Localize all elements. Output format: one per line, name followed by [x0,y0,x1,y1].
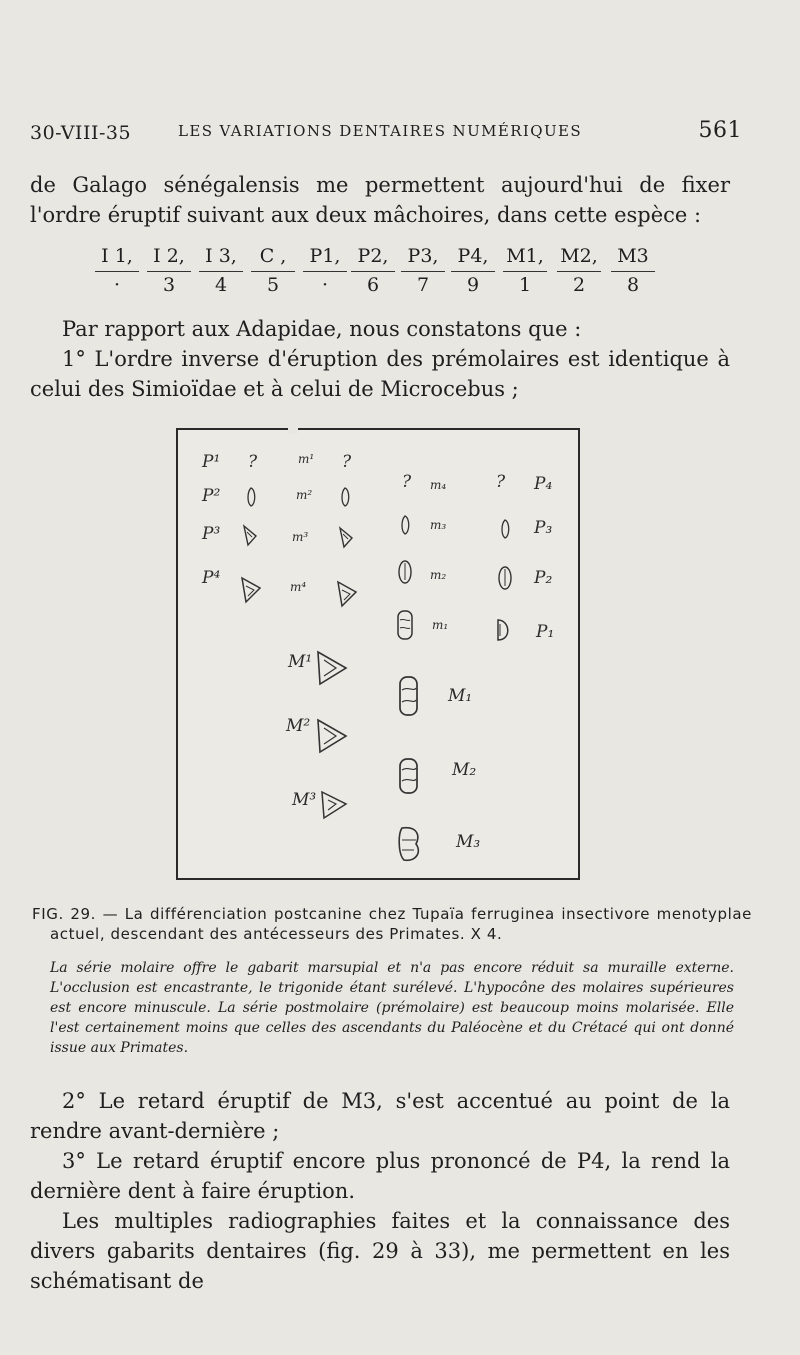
tooth-p2b-icon [338,486,352,508]
tooth-M1-icon [312,648,350,688]
formula-order: 3 [162,274,176,296]
label-mm2: m² [296,488,313,502]
label-p1: P¹ [202,452,221,472]
label-lm2: m₃ [430,518,447,532]
label-P4l: P₁ [536,622,555,642]
header-title: LES VARIATIONS DENTAIRES NUMÉRIQUES [178,122,583,140]
formula-tooth: I 3, [199,245,243,272]
formula-column [147,245,191,300]
formula-order: 6 [366,274,380,296]
formula-column [199,245,243,300]
formula-column [401,245,445,300]
tooth-lp2-icon [396,558,414,586]
formula-order: 4 [214,274,228,296]
formula-order: 5 [266,274,280,296]
intro-paragraph: de Galago sénégalensis me permettent aujourd'hui de fixer l'ordre éruptif suivant aux deux mâchoires, dans cette espèce : [30,173,730,227]
tooth-M2-icon [312,716,350,756]
formula-order: 1 [518,274,532,296]
tooth-lP3-icon [496,564,514,592]
label-P1l: P₄ [534,474,553,494]
header-date: 30-VIII-35 [30,122,132,144]
point-3-paragraph: 3° Le retard éruptif encore plus prononcé de P4, la rend la dernière dent à faire éruption. [30,1149,730,1203]
label-mm3: m³ [292,530,309,544]
label-M1: M¹ [288,652,313,672]
tooth-lP2-icon [498,518,512,540]
tooth-p3b-icon [336,524,356,550]
point-1-paragraph: 1° L'ordre inverse d'éruption des prémolaires est identique à celui des Simioïdae et à celui de Microcebus ; [30,347,730,401]
point-2-paragraph: 2° Le retard éruptif de M3, s'est accentué au point de la rendre avant-dernière ; [30,1089,730,1143]
label-q2: ? [342,452,352,472]
label-M1l: M₁ [448,686,473,706]
label-p2: P² [202,486,221,506]
formula-order: 2 [572,274,586,296]
running-header [30,118,742,148]
tooth-p4-icon [236,572,264,606]
label-P2l: P₃ [534,518,553,538]
formula-tooth: C , [251,245,295,272]
formula-column [95,245,139,300]
tooth-lP4-icon [494,616,514,644]
formula-tooth: M2, [557,245,601,272]
page-number: 561 [698,118,742,143]
label-M3l: M₃ [456,832,481,852]
tooth-lp3-icon [398,514,412,536]
label-lm4: m₁ [432,618,449,632]
label-M3: M³ [292,790,317,810]
tooth-lp1-icon [394,608,416,642]
closing-paragraph: Les multiples radiographies faites et la connaissance des divers gabarits dentaires (fig. 29 à 33), me permettent en les schématisant de [30,1209,730,1293]
label-mm4: m⁴ [290,580,307,594]
formula-order: · [321,274,329,296]
formula-tooth: M3 [611,245,655,272]
adapidae-paragraph: Par rapport aux Adapidae, nous constatons que : [62,317,582,341]
label-q4: ? [496,472,506,492]
formula-tooth: I 1, [95,245,139,272]
tooth-p4b-icon [332,576,360,610]
label-lm3: m₂ [430,568,447,582]
figure-legend [32,958,734,1058]
tooth-lM1-icon [396,674,422,718]
formula-column [351,245,395,300]
formula-column [503,245,547,300]
formula-order: · [113,274,121,296]
legend-text: La série molaire offre le gabarit marsupial et n'a pas encore réduit sa muraille externe. L'occlusion est encastrante, le trigonide étant surélevé. L'hypocône des molaires supérieures est encore minuscule. La série postmolaire (prémolaire) est beaucoup moins molarisée. Elle l'est certainement moins que celles des ascendants du Paléocène et du Crétacé qui ont donné issue aux Primates. [50,960,734,1056]
dental-figure [176,428,580,880]
label-q1: ? [248,452,258,472]
formula-tooth: P2, [351,245,395,272]
tooth-lM3-icon [396,824,424,864]
formula-column [251,245,295,300]
label-M2l: M₂ [452,760,477,780]
formula-tooth: P3, [401,245,445,272]
tooth-lM2-icon [396,756,422,796]
caption-text: — La différenciation postcanine chez Tupaïa ferruginea insectivore menotyplae actuel, descendant des antécesseurs des Primates. X 4. [50,905,753,943]
formula-order: 9 [466,274,480,296]
formula-order: 8 [626,274,640,296]
label-M2: M² [286,716,311,736]
formula-tooth: I 2, [147,245,191,272]
formula-column [557,245,601,300]
label-p3: P³ [202,524,221,544]
label-lm1: m₄ [430,478,447,492]
formula-tooth: P4, [451,245,495,272]
formula-tooth: P1, [303,245,347,272]
eruption-formula [95,245,665,305]
label-mm1: m¹ [298,452,315,466]
tooth-M3-icon [316,788,350,822]
formula-tooth: M1, [503,245,547,272]
formula-column [451,245,495,300]
figure-border-gap [288,426,298,434]
label-q3: ? [402,472,412,492]
formula-order: 7 [416,274,430,296]
formula-column [303,245,347,300]
tooth-p3-icon [240,522,260,548]
caption-fig-number: FIG. 29. [32,905,97,923]
tooth-p2-icon [244,486,258,508]
formula-column [611,245,655,300]
figure-caption [32,904,752,944]
label-p4: P⁴ [202,568,221,588]
label-P3l: P₂ [534,568,553,588]
